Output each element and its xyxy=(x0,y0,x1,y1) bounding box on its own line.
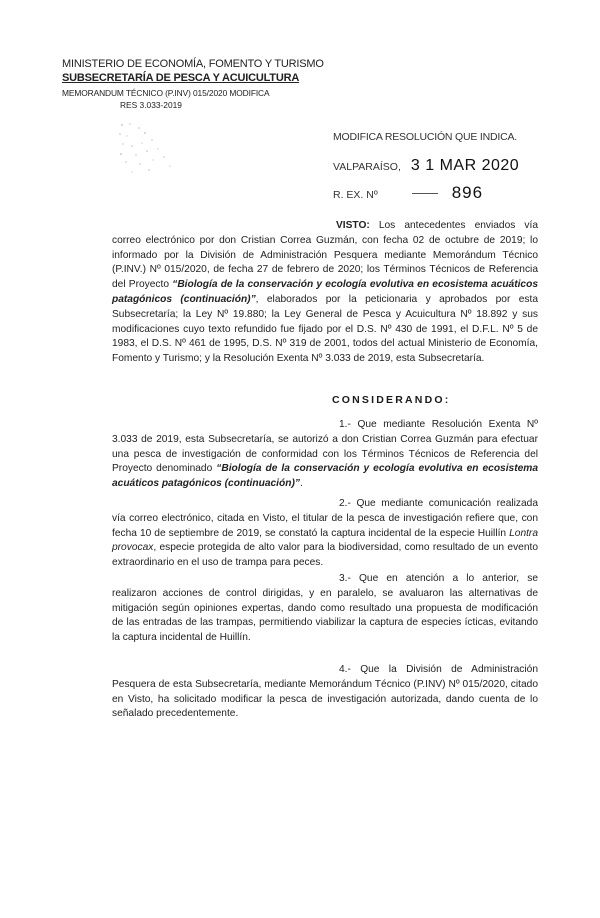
item2-text-b: , especie protegida de alto valor para la biodiversidad, como resultado de un evento extraordinario en el uso de trampa para peces. xyxy=(112,542,538,569)
considerando-item-2 xyxy=(112,497,538,571)
visto-paragraph xyxy=(112,219,538,367)
res-reference: RES 3.033-2019 xyxy=(120,100,182,110)
memo-reference: MEMORANDUM TÉCNICO (P.INV) 015/2020 MODIFICA xyxy=(62,88,270,98)
rex-label: R. EX. Nº xyxy=(333,189,378,201)
item1-text: 1.- Que mediante Resolución Exenta Nº 3.033 de 2019, esta Subsecretaría, se autorizó a don Cristian Correa Guzmán para efectuar una pesca de investigación de conformidad con los Términos Técnicos de Referencia del Proyecto denominado xyxy=(112,419,538,475)
date-stamp: 3 1 MAR 2020 xyxy=(410,157,520,174)
item1-end: . xyxy=(299,478,303,490)
visto-label: VISTO: xyxy=(336,220,370,231)
ministry-header: MINISTERIO DE ECONOMÍA, FOMENTO Y TURISMO xyxy=(62,58,324,70)
item2-text-a: 2.- Que mediante comunicación realizada vía correo electrónico, citada en Visto, el titular de la pesca de investigación refiere que, con fecha 10 de septiembre de 2019, se constató la captura incidental de la especie Huillín xyxy=(112,498,538,539)
resolution-number-line xyxy=(333,183,483,203)
considerando-item-1 xyxy=(112,418,538,492)
subsecretaria-header: SUBSECRETARÍA DE PESCA Y ACUICULTURA xyxy=(62,72,300,84)
rex-number: 896 xyxy=(451,183,484,202)
considerando-item-4: 4.- Que la División de Administración Pesquera de esta Subsecretaría, mediante Memorándum Técnico (P.INV) Nº 015/2020, citado en Visto, ha solicitado modificar la pesca de investigación autorizada, dando cuenta de lo señalado precedentemente. xyxy=(112,664,538,720)
date-line xyxy=(333,157,519,175)
visto-text-2: , elaborados por la peticionaria y aprobados por esta Subsecretaría; la Ley Nº 19.880; la Ley General de Pesca y Acuicultura Nº 18.892 y sus modificaciones cuyo texto refundido fue fijado por el D.S. Nº 430 de 1991, el D.F.L. Nº 5 de 1983, el D.S. Nº 461 de 1995, D.S. Nº 319 de 2001, todos del actual Ministerio de Economía, Fomento y Turismo; y la Resolución Exenta Nº 3.033 de 2019, esta Subsecretaría. xyxy=(112,293,539,365)
considerando-heading: CONSIDERANDO: xyxy=(332,394,451,406)
item1-project-title: “Biología de la conservación y ecología evolutiva en ecosistema acuáticos patagónicos (continuación)” xyxy=(112,463,538,490)
city-label: VALPARAÍSO, xyxy=(333,161,401,173)
item2-species: Lontra provocax xyxy=(112,527,538,554)
visto-text-1: Los antecedentes enviados vía correo electrónico por don Cristian Correa Guzmán, con fecha 02 de octubre de 2019; lo informado por la División de Administración Pesquera mediante Memorándum Técnico (P.INV.) Nº 015/2020, de fecha 27 de febrero de 2020; los Términos Técnicos de Referencia del Proyecto xyxy=(112,220,538,291)
resolution-title: MODIFICA RESOLUCIÓN QUE INDICA. xyxy=(333,131,517,143)
visto-project-title: “Biología de la conservación y ecología evolutiva en ecosistema acuáticos patagónicos (continuación)” xyxy=(112,279,538,305)
considerando-item-3: 3.- Que en atención a lo anterior, se realizaron acciones de control dirigidas, y en paralelo, se avaluaron las alternativas de mitigación según opiniones expertas, dando como resultado una propuesta de modificación de las entradas de las trampas, permitiendo viabilizar la captura de especies ícticas, evitando la captura incidental de Huillín. xyxy=(112,573,538,644)
rex-underline xyxy=(412,193,438,194)
faint-stamp-marks xyxy=(118,122,188,182)
